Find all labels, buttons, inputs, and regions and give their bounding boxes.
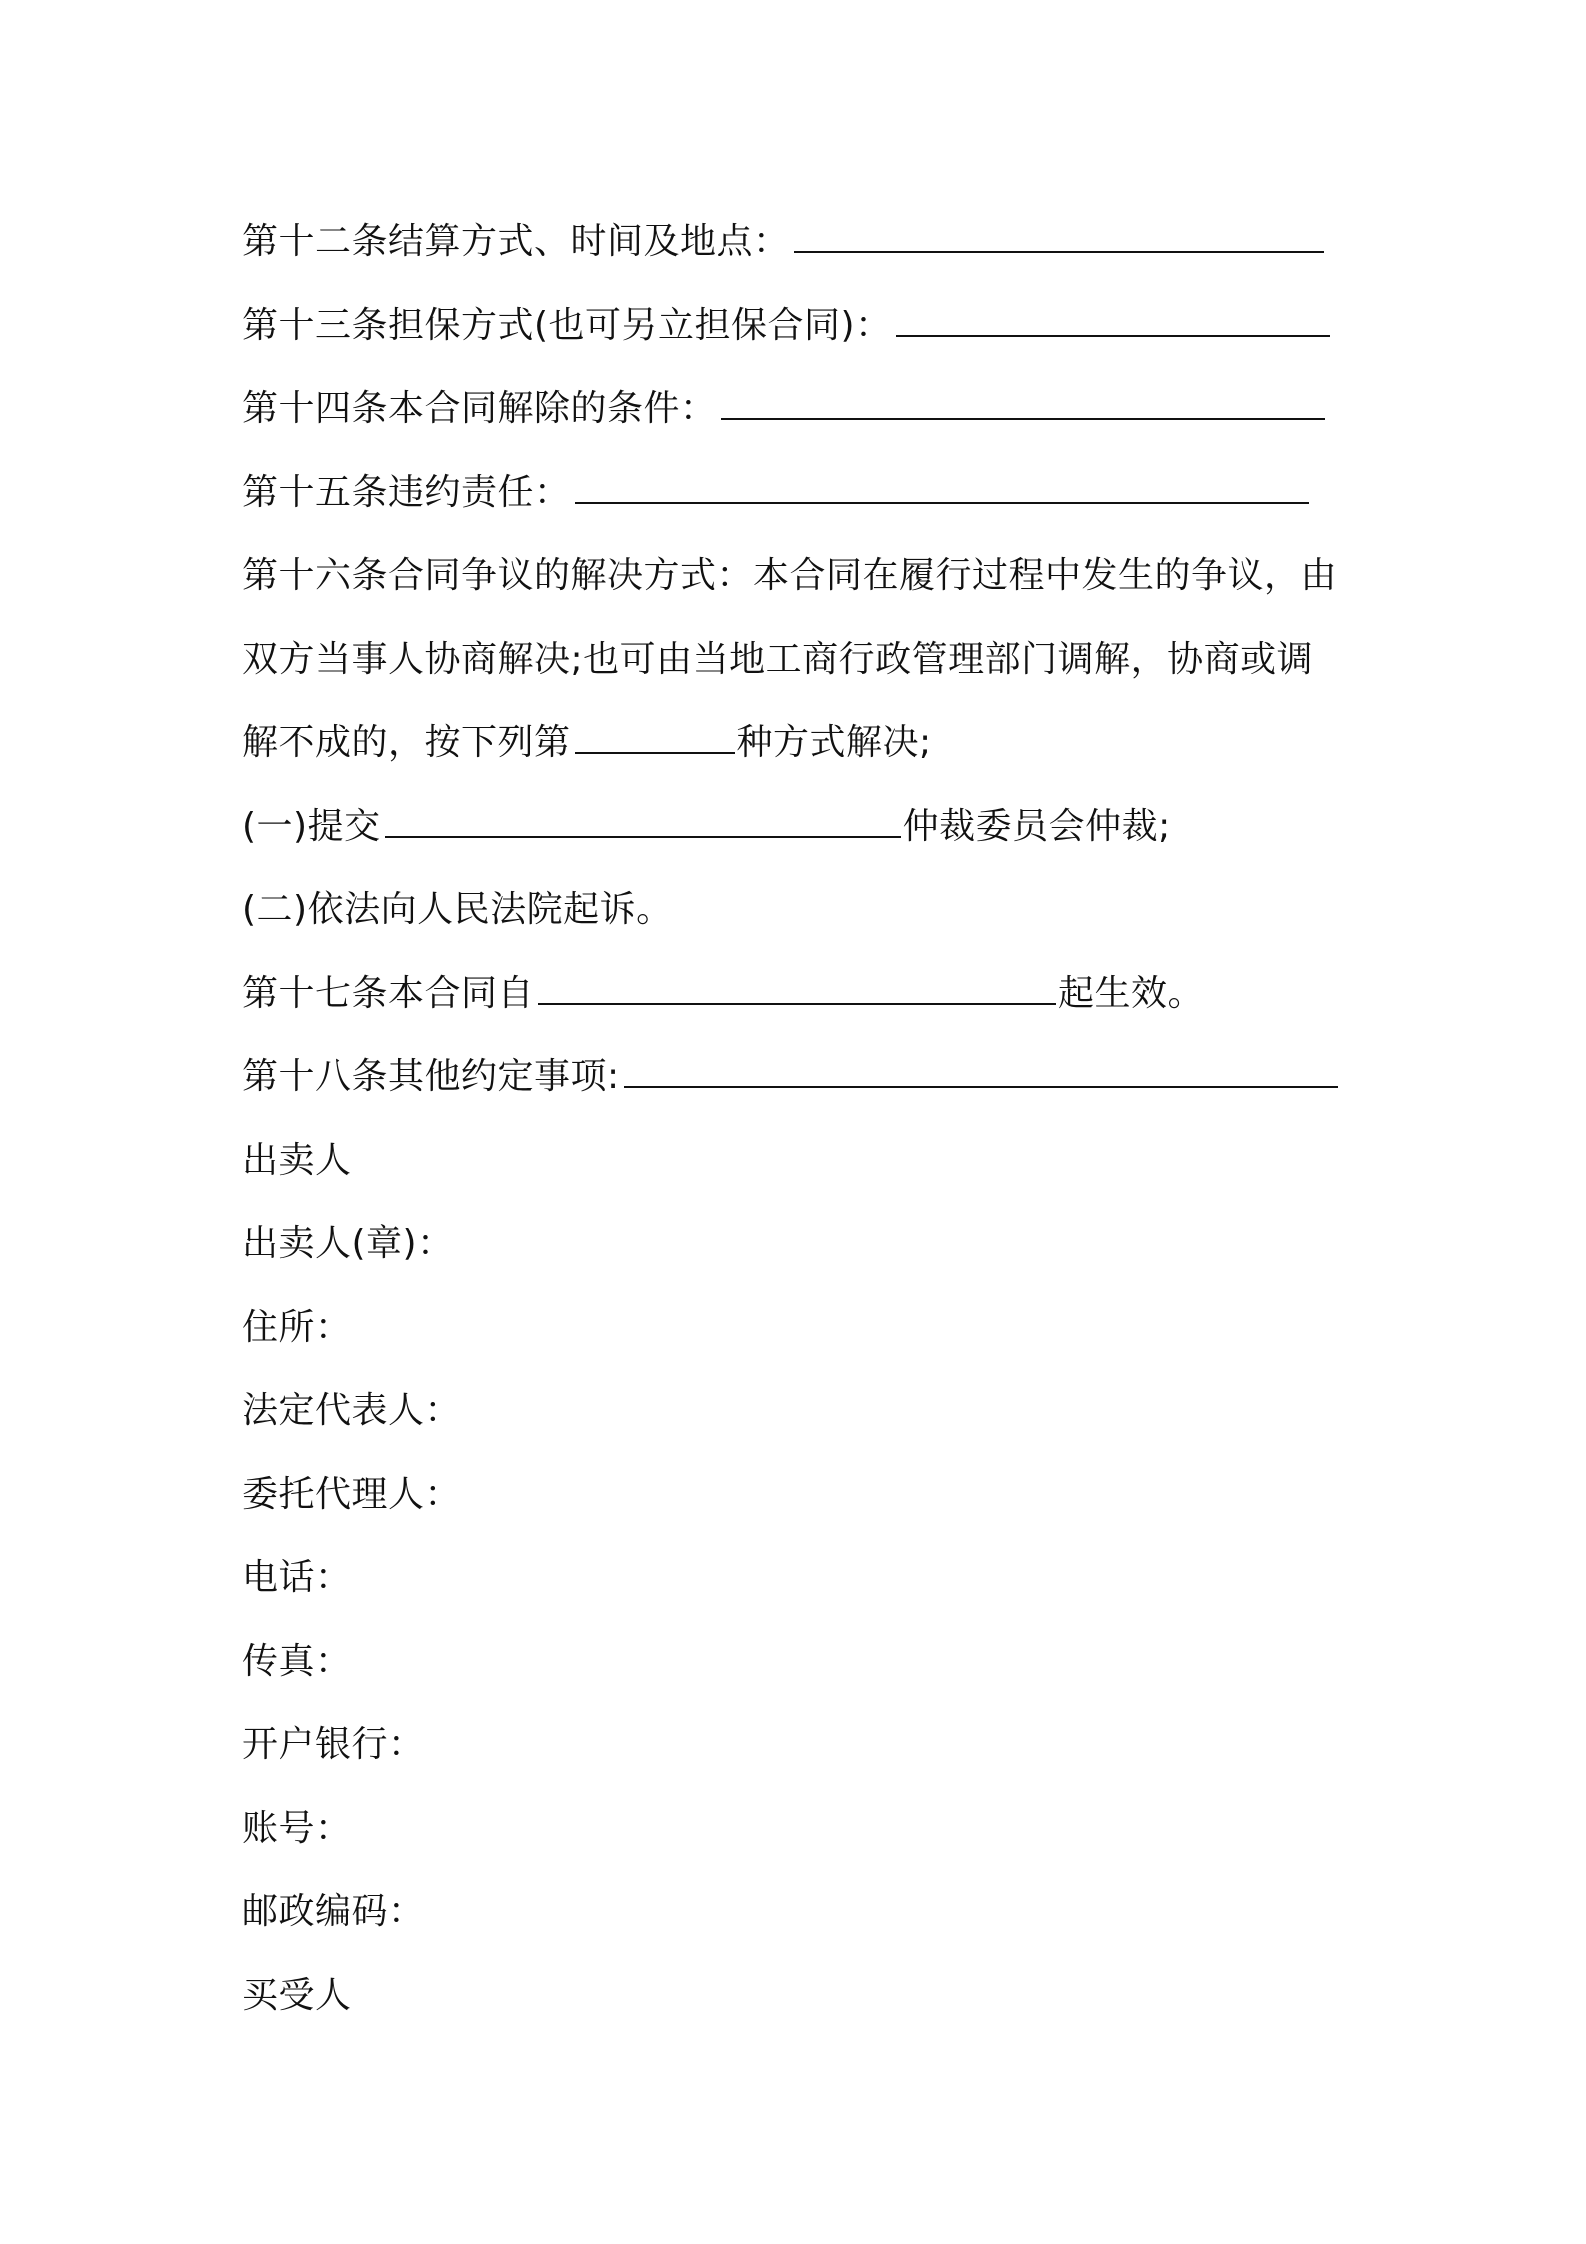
seller-seal [242,1202,1362,1286]
buyer-heading [242,1954,1362,2038]
clause-16-text-3-pre: 解不成的，按下列第 [242,722,571,763]
option-1-pre: (一)提交 [242,805,381,847]
clause-13-blank [896,305,1330,337]
seller-agent [242,1453,1362,1537]
clause-15-blank [575,472,1309,504]
clause-12-label: 第十二条结算方式、时间及地点： [242,221,790,262]
clause-18-blank [624,1056,1338,1088]
seller-legal-rep-label: 法定代表人： [242,1390,462,1431]
seller-account [242,1787,1362,1871]
clause-14-label: 第十四条本合同解除的条件： [242,388,717,429]
option-1-post: 仲裁委员会仲裁; [902,805,1171,847]
clause-12 [242,200,1362,284]
seller-heading-text: 出卖人 [242,1139,352,1181]
seller-agent-label: 委托代理人： [242,1473,462,1515]
seller-postcode-label: 邮政编码： [242,1891,425,1932]
clause-16-line-3 [242,701,1362,785]
seller-account-label: 账号： [242,1807,352,1849]
contract-body [242,200,1362,2037]
clause-17-post: 起生效。 [1058,972,1205,1014]
option-1-arbitration-blank [385,806,901,838]
clause-13-label: 第十三条担保方式(也可另立担保合同)： [242,304,892,346]
clause-16-method-blank [575,722,735,754]
clause-17 [242,952,1362,1036]
seller-postcode [242,1870,1362,1954]
seller-address [242,1286,1362,1370]
option-1 [242,785,1362,869]
clause-16-text-1: 第十六条合同争议的解决方式：本合同在履行过程中发生的争议，由 [242,555,1338,596]
clause-14 [242,367,1362,451]
seller-bank-label: 开户银行： [242,1724,425,1765]
clause-16-line-2 [242,618,1362,702]
clause-18-label: 第十八条其他约定事项: [242,1056,620,1097]
clause-15 [242,451,1362,535]
seller-address-label: 住所： [242,1306,352,1348]
clause-15-label: 第十五条违约责任： [242,471,571,513]
clause-12-blank [794,221,1324,253]
seller-bank [242,1703,1362,1787]
option-2-text: (二)依法向人民法院起诉。 [242,889,673,930]
seller-seal-label: 出卖人(章)： [242,1223,454,1264]
clause-17-date-blank [538,973,1056,1005]
clause-16-line-1 [242,534,1362,618]
clause-17-pre: 第十七条本合同自 [242,972,535,1014]
clause-13 [242,284,1362,368]
seller-phone-label: 电话： [242,1557,352,1598]
seller-phone [242,1536,1362,1620]
clause-16-text-3-post: 种方式解决; [736,722,932,763]
seller-legal-rep [242,1369,1362,1453]
clause-16-text-2: 双方当事人协商解决;也可由当地工商行政管理部门调解，协商或调 [242,638,1314,680]
option-2 [242,868,1362,952]
clause-18 [242,1035,1362,1119]
buyer-heading-text: 买受人 [242,1974,352,2016]
clause-14-blank [721,388,1325,420]
seller-fax [242,1620,1362,1704]
seller-fax-label: 传真： [242,1640,352,1682]
seller-heading [242,1119,1362,1203]
